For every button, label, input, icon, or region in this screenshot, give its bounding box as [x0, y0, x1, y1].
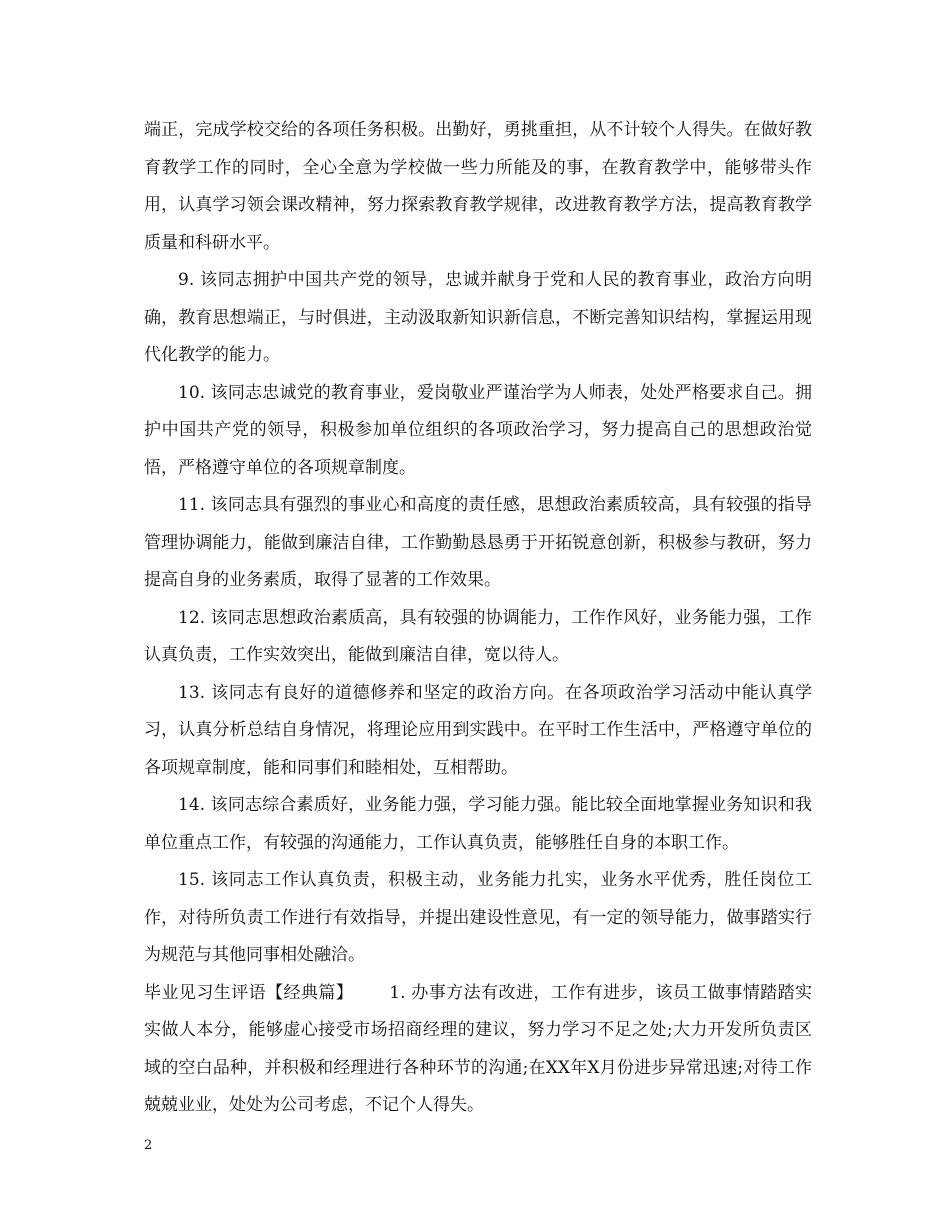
paragraph-item-15: 15. 该同志工作认真负责，积极主动，业务能力扎实，业务水平优秀，胜任岗位工作，对待所负责工作进行有效指导，并提出建设性意见，有一定的领导能力，做事踏实行为规范与其他同事相处融洽。 [144, 870, 812, 965]
paragraph-item-10: 10. 该同志忠诚党的教育事业，爱岗敬业严谨治学为人师表，处处严格要求自己。拥护中国共产党的领导，积极参加单位组织的各项政治学习，努力提高自己的思想政治觉悟，严格遵守单位的各项规章制度。 [144, 382, 812, 478]
paragraph-item-9: 9. 该同志拥护中国共产党的领导，忠诚并献身于党和人民的教育事业，政治方向明确，教育思想端正，与时俱进，主动汲取新知识新信息，不断完善知识结构，掌握运用现代化教学的能力。 [144, 270, 812, 365]
document-body [144, 112, 812, 1125]
section-item-1: 1. 办事方法有改进，工作有进步，该员工做事情踏踏实实做人本分，能够虚心接受市场招商经理的建议，努力学习不足之处;大力开发所负责区域的空白品种，并积极和经理进行各种环节的沟通;在XX年X月份进步异常迅速;对待工作兢兢业业，处处为公司考虑，不记个人得失。 [144, 982, 813, 1115]
paragraph-continuation: 端正，完成学校交给的各项任务积极。出勤好，勇挑重担，从不计较个人得失。在做好教育教学工作的同时，全心全意为学校做一些力所能及的事，在教育教学中，能够带头作用，认真学习领会课改精神，努力探索教育教学规律，改进教育教学方法，提高教育教学质量和科研水平。 [144, 120, 812, 253]
paragraph-item-14: 14. 该同志综合素质好，业务能力强，学习能力强。能比较全面地掌握业务知识和我单位重点工作，有较强的沟通能力，工作认真负责，能够胜任自身的本职工作。 [144, 795, 812, 853]
paragraph-item-11: 11. 该同志具有强烈的事业心和高度的责任感，思想政治素质较高，具有较强的指导管理协调能力，能做到廉洁自律，工作勤勤恳恳勇于开拓锐意创新，积极参与教研，努力提高自身的业务素质，取得了显著的工作效果。 [144, 495, 812, 590]
paragraph-item-12: 12. 该同志思想政治素质高，具有较强的协调能力，工作作风好，业务能力强，工作认真负责，工作实效突出，能做到廉洁自律，宽以待人。 [144, 607, 812, 665]
page-number: 2 [144, 1138, 153, 1153]
paragraph-item-13: 13. 该同志有良好的道德修养和坚定的政治方向。在各项政治学习活动中能认真学习，认真分析总结自身情况，将理论应用到实践中。在平时工作生活中，严格遵守单位的各项规章制度，能和同事们和睦相处，互相帮助。 [144, 682, 812, 778]
section-paragraph [144, 975, 812, 1125]
section-heading: 毕业见习生评语【经典篇】 [144, 982, 354, 1003]
